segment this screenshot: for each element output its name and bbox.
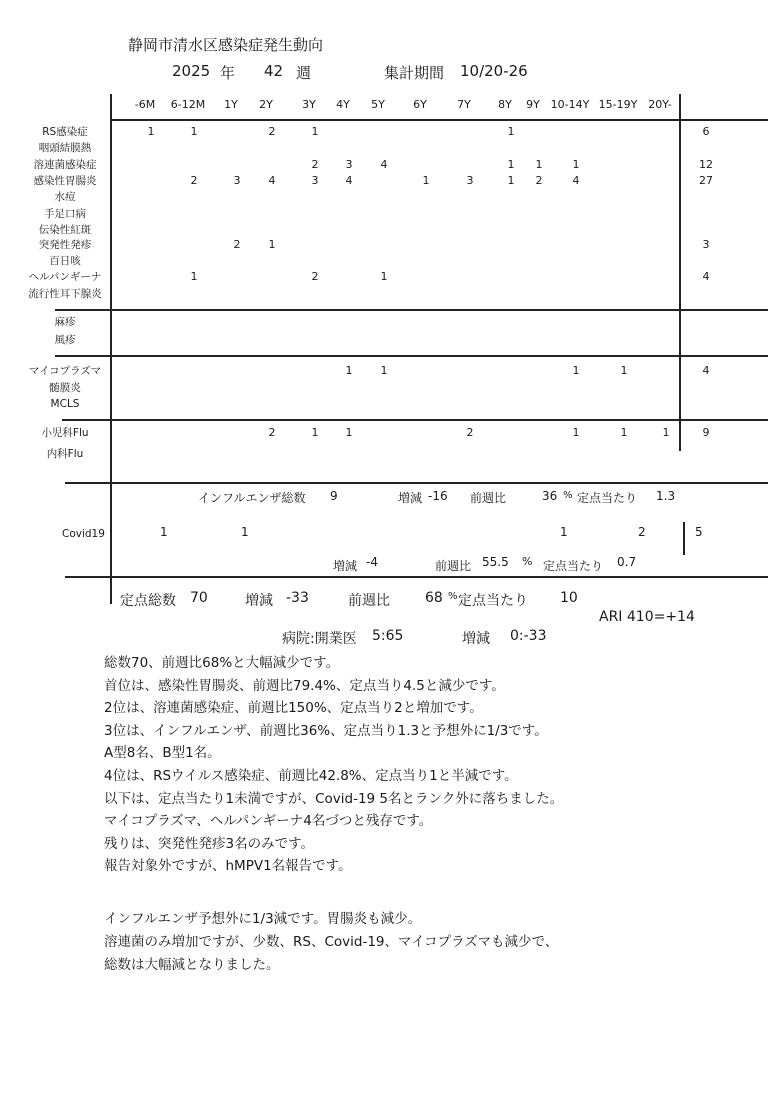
table-cell: 3 xyxy=(466,174,474,187)
row-label: MCLS xyxy=(50,398,80,410)
column-header: -6M xyxy=(134,98,156,111)
week-unit: 週 xyxy=(296,64,312,82)
comment-line: 報告対象外ですが、hMPV1名報告です。 xyxy=(104,858,352,875)
summary-total-label: 定点総数 xyxy=(120,593,176,609)
conclusion-line: インフルエンザ予想外に1/3減です。胃腸炎も減少。 xyxy=(104,911,422,927)
group-rule-1 xyxy=(55,309,768,311)
comment-line: 3位は、インフルエンザ、前週比36%、定点当り1.3と予想外に1/3です。 xyxy=(104,722,548,739)
column-header: 15-19Y xyxy=(598,98,638,111)
table-cell: 4 xyxy=(268,174,276,187)
header-rule xyxy=(110,119,768,121)
table-cell: 1 xyxy=(507,174,515,187)
report-title: 静岡市清水区感染症発生動向 xyxy=(128,36,324,54)
table-cell: 1 xyxy=(380,270,388,283)
covid-total-divider xyxy=(683,522,685,555)
table-cell: 3 xyxy=(311,174,319,187)
year: 2025 xyxy=(172,62,211,80)
column-header: 3Y xyxy=(302,98,316,111)
table-cell: 2 xyxy=(268,125,276,138)
period: 10/20-26 xyxy=(460,62,528,80)
table-cell: 1 xyxy=(572,158,580,171)
table-cell: 1 xyxy=(311,426,319,439)
table-cell: 1 xyxy=(572,364,580,377)
table-cell: 1 xyxy=(380,364,388,377)
column-header: 6-12M xyxy=(170,98,206,111)
hospital-label: 病院:開業医 xyxy=(282,631,357,647)
row-label: 水痘 xyxy=(54,191,76,203)
column-header: 4Y xyxy=(336,98,350,111)
covid-ratio-label: 前週比 xyxy=(435,559,472,573)
hospital-ratio: 5:65 xyxy=(372,628,404,644)
row-label: 内科Flu xyxy=(46,448,84,460)
table-cell: 2 xyxy=(311,270,319,283)
column-header: 20Y- xyxy=(648,98,672,111)
comment-line: マイコプラズマ、ヘルパンギーナ4名づつと残存です。 xyxy=(104,813,433,830)
covid-total: 5 xyxy=(695,525,703,539)
row-label: 溶連菌感染症 xyxy=(33,159,97,171)
table-cell: 1 xyxy=(345,364,353,377)
group-rule-2 xyxy=(55,355,768,357)
hospital-change: 0:-33 xyxy=(510,628,547,644)
row-label: 風疹 xyxy=(54,334,76,346)
row-label: 髄膜炎 xyxy=(49,382,81,394)
table-cell: 3 xyxy=(233,174,241,187)
summary-ratio-label: 前週比 xyxy=(348,593,390,609)
column-header: 2Y xyxy=(259,98,273,111)
covid-value: 1 xyxy=(241,525,249,539)
table-cell: 1 xyxy=(422,174,430,187)
summary-change: -33 xyxy=(286,590,309,606)
table-cell: 4 xyxy=(572,174,580,187)
summary-per-label: 定点当たり xyxy=(458,593,528,609)
table-cell: 1 xyxy=(507,158,515,171)
flu-pct: % xyxy=(563,490,573,501)
row-label: 咽頭結膜熱 xyxy=(38,142,92,154)
row-label: 麻疹 xyxy=(54,316,76,328)
row-label: 流行性耳下腺炎 xyxy=(28,288,102,300)
right-divider xyxy=(679,94,681,451)
table-cell: 1 xyxy=(620,426,628,439)
flu-total-label: インフルエンザ総数 xyxy=(198,491,306,505)
table-cell: 1 xyxy=(662,426,670,439)
row-label: ヘルパンギーナ xyxy=(28,271,102,283)
table-cell: 2 xyxy=(190,174,198,187)
table-cell: 3 xyxy=(345,158,353,171)
table-cell: 2 xyxy=(311,158,319,171)
comment-line: 総数70、前週比68%と大幅減少です。 xyxy=(104,655,340,671)
table-cell: 1 xyxy=(311,125,319,138)
covid-value: 1 xyxy=(160,525,168,539)
flu-ratio-label: 前週比 xyxy=(470,491,507,505)
flu-change: -16 xyxy=(428,489,448,503)
flu-per-label: 定点当たり xyxy=(577,491,638,505)
table-cell: 4 xyxy=(380,158,388,171)
table-cell: 1 xyxy=(572,426,580,439)
row-label: 小児科Flu xyxy=(41,427,89,439)
table-cell: 1 xyxy=(147,125,155,138)
row-label: 手足口病 xyxy=(44,208,86,220)
comment-line: 残りは、突発性発疹3名のみです。 xyxy=(104,835,315,852)
covid-per: 0.7 xyxy=(617,555,637,569)
summary-ratio: 68 xyxy=(425,590,443,606)
flu-total: 9 xyxy=(330,489,338,503)
summary-pct: % xyxy=(448,591,458,602)
table-cell: 1 xyxy=(620,364,628,377)
covid-label: Covid19 xyxy=(62,528,105,540)
table-cell: 1 xyxy=(507,125,515,138)
table-cell: 1 xyxy=(345,426,353,439)
row-label: マイコプラズマ xyxy=(28,365,102,377)
table-cell: 2 xyxy=(268,426,276,439)
column-header: 7Y xyxy=(457,98,471,111)
row-label: 伝染性紅斑 xyxy=(38,224,92,236)
table-cell: 2 xyxy=(466,426,474,439)
table-cell: 2 xyxy=(233,238,241,251)
covid-change: -4 xyxy=(366,555,378,569)
summary-total: 70 xyxy=(190,590,208,606)
covid-value: 1 xyxy=(560,525,568,539)
column-header: 6Y xyxy=(413,98,427,111)
year-unit: 年 xyxy=(220,64,236,82)
column-header: 1Y xyxy=(224,98,238,111)
comment-line: 首位は、感染性胃腸炎、前週比79.4%、定点当り4.5と減少です。 xyxy=(104,677,505,694)
group-rule-4 xyxy=(65,482,768,484)
table-cell: 1 xyxy=(190,270,198,283)
covid-value: 2 xyxy=(638,525,646,539)
summary-change-label: 増減 xyxy=(245,593,273,609)
group-rule-5 xyxy=(65,576,768,578)
comment-line: 2位は、溶連菌感染症、前週比150%、定点当り2と増加です。 xyxy=(104,700,483,717)
row-total: 4 xyxy=(702,364,710,377)
column-header: 5Y xyxy=(371,98,385,111)
conclusion-line: 溶連菌のみ増加ですが、少数、RS、Covid-19、マイコプラズマも減少で、 xyxy=(104,934,559,950)
row-label: 百日咳 xyxy=(49,255,81,267)
summary-per: 10 xyxy=(560,590,578,606)
row-total: 12 xyxy=(699,158,713,171)
covid-change-label: 増減 xyxy=(333,559,358,573)
period-label: 集計期間 xyxy=(384,64,445,82)
table-cell: 1 xyxy=(190,125,198,138)
table-cell: 2 xyxy=(535,174,543,187)
covid-pct: % xyxy=(522,555,533,568)
comment-line: 以下は、定点当たり1未満ですが、Covid-19 5名とランク外に落ちました。 xyxy=(104,790,564,807)
row-label: 突発性発疹 xyxy=(38,239,92,251)
row-total: 6 xyxy=(702,125,710,138)
flu-change-label: 増減 xyxy=(398,491,423,505)
column-header: 9Y xyxy=(526,98,540,111)
ari: ARI 410=+14 xyxy=(599,609,695,625)
week: 42 xyxy=(264,62,284,80)
row-label: RS感染症 xyxy=(42,126,88,138)
left-divider xyxy=(110,94,112,604)
row-total: 27 xyxy=(699,174,713,187)
row-total: 3 xyxy=(702,238,710,251)
row-total: 4 xyxy=(702,270,710,283)
group-rule-3 xyxy=(62,419,768,421)
covid-per-label: 定点当たり xyxy=(543,559,604,573)
comment-line: 4位は、RSウイルス感染症、前週比42.8%、定点当り1と半減です。 xyxy=(104,768,518,784)
column-header: 8Y xyxy=(498,98,512,111)
flu-ratio: 36 xyxy=(542,489,558,503)
row-label: 感染性胃腸炎 xyxy=(33,175,97,187)
row-total: 9 xyxy=(702,426,710,439)
table-cell: 4 xyxy=(345,174,353,187)
table-cell: 1 xyxy=(268,238,276,251)
comment-line: A型8名、B型1名。 xyxy=(104,745,221,762)
covid-ratio: 55.5 xyxy=(482,555,509,569)
flu-per: 1.3 xyxy=(656,489,676,503)
column-header: 10-14Y xyxy=(550,98,590,111)
hospital-change-label: 増減 xyxy=(462,631,490,647)
conclusion-line: 総数は大幅減となりました。 xyxy=(104,957,280,973)
table-cell: 1 xyxy=(535,158,543,171)
